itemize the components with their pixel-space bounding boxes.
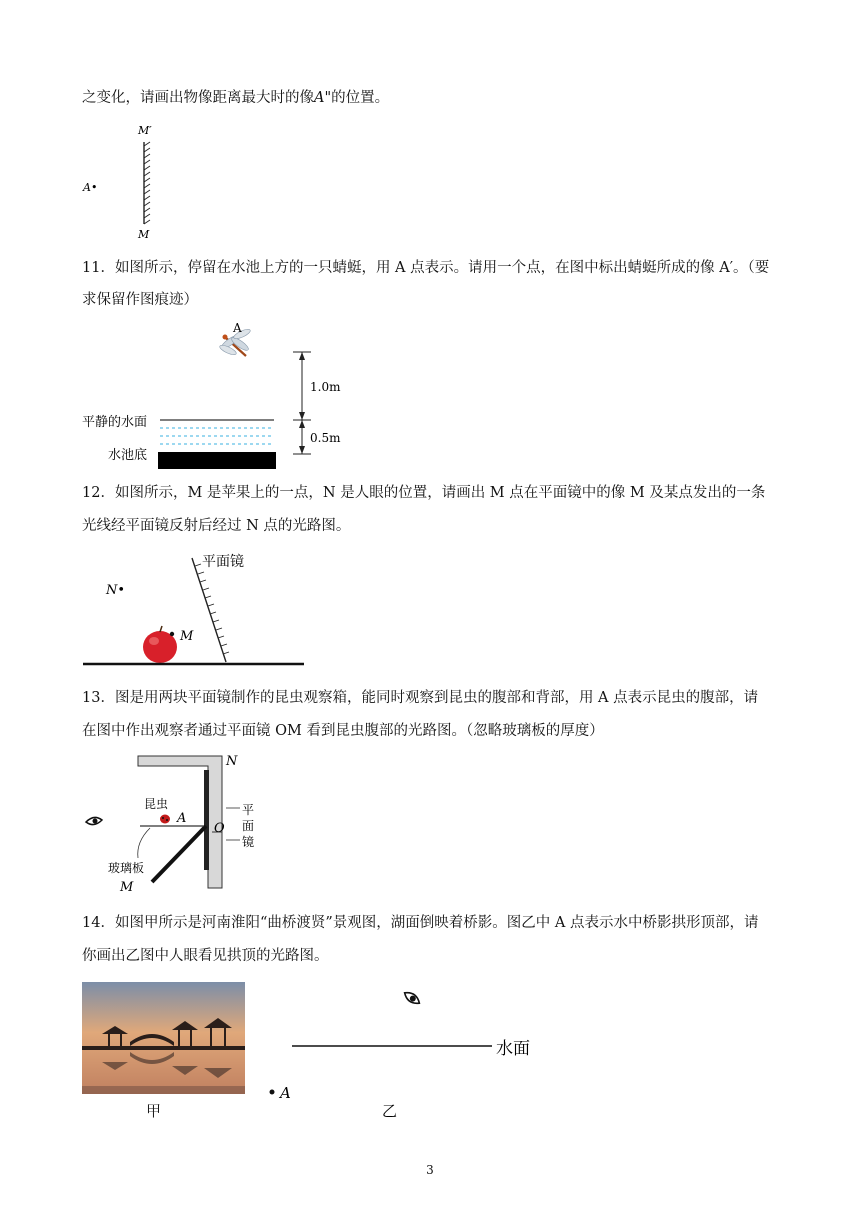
q12-line1: 12．如图所示，M 是苹果上的一点，N 是人眼的位置，请画出 M 点在平面镜中的像 M 及某点发出的一条	[82, 485, 766, 501]
fig13-insect-label: 昆虫	[144, 797, 169, 811]
q14-line2: 你画出乙图中人眼看见拱顶的光路图。	[82, 948, 329, 964]
q11-line2: 求保留作图痕迹）	[82, 292, 198, 308]
page-number: 3	[426, 1163, 434, 1177]
fig10-label-a: A•	[83, 181, 98, 194]
fig11-height-label: 1.0m	[310, 380, 341, 394]
q13-line1: 13．图是用两块平面镜制作的昆虫观察箱，能同时观察到昆虫的腹部和背部，用 A 点表示昆虫的腹部，请	[82, 690, 759, 706]
fig11-water-surface-label: 平静的水面	[82, 415, 148, 430]
intro-text: 之变化，请画出物像距离最大时的像A"的位置。	[82, 90, 390, 106]
fig13-label-o: O	[214, 821, 225, 836]
fig12-apple-mirror-diagram	[80, 548, 320, 672]
fig13-mirror-char-2: 面	[242, 819, 255, 833]
q11-line1: 11．如图所示，停留在水池上方的一只蜻蜓，用 A 点表示。请用一个点，在图中标出蜻蜓所成的像 A′。（要	[82, 260, 770, 276]
fig14-label-a: A	[280, 1084, 291, 1102]
fig11-depth-label: 0.5m	[310, 431, 341, 445]
fig13-label-m: M	[120, 880, 134, 895]
ladybug-icon	[160, 815, 170, 824]
fig13-glass-label: 玻璃板	[108, 861, 145, 875]
fig11-pool-diagram	[80, 318, 380, 478]
fig11-label-a: A	[233, 321, 242, 335]
fig12-mirror-label: 平面镜	[202, 554, 244, 570]
fig10-mirror-diagram	[80, 122, 170, 242]
fig13-label-n: N	[226, 754, 238, 769]
fig13-mirror-char-3: 镜	[242, 835, 255, 849]
fig10-label-m-prime: M′	[138, 124, 152, 137]
fig11-pool-bottom-label: 水池底	[108, 448, 148, 463]
apple-icon	[143, 626, 177, 663]
q13-line2: 在图中作出观察者通过平面镜 OM 看到昆虫腹部的光路图。（忽略玻璃板的厚度）	[82, 723, 604, 739]
fig14-caption-right: 乙	[382, 1102, 398, 1120]
fig14-water-diagram	[262, 982, 552, 1122]
fig13-insect-box-diagram	[80, 752, 280, 898]
fig13-mirror-char-1: 平	[242, 803, 255, 817]
fig14-caption-left: 甲	[146, 1102, 162, 1120]
eye-icon	[402, 990, 421, 1007]
q12-line2: 光线经平面镜反射后经过 N 点的光路图。	[82, 518, 351, 534]
fig12-label-m: M	[180, 629, 194, 644]
fig10-label-m: M	[138, 228, 150, 241]
fig13-label-a: A	[177, 811, 187, 826]
fig12-label-n: N•	[106, 583, 126, 598]
bridge-photo	[82, 982, 245, 1094]
eye-icon	[86, 817, 102, 824]
q14-line1: 14．如图甲所示是河南淮阳“曲桥渡贤”景观图，湖面倒映着桥影。图乙中 A 点表示水中桥影拱形顶部，请	[82, 915, 759, 931]
fig14-water-label: 水面	[496, 1039, 530, 1059]
